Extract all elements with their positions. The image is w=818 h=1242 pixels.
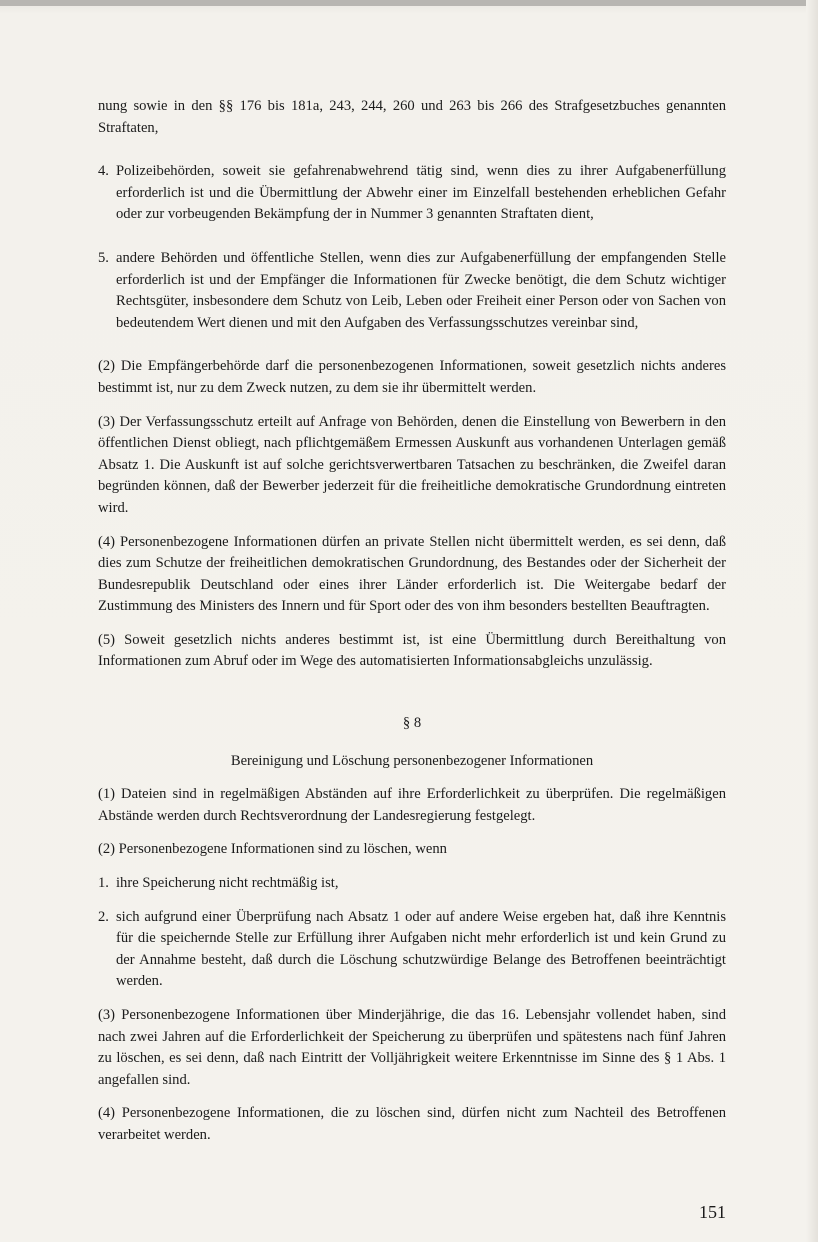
page-body bbox=[98, 96, 726, 1159]
paragraph-2: (2) Die Empfängerbehörde darf die personenbezogenen Informationen, soweit gesetzlich nichts anderes bestimmt ist, nur zu dem Zweck nutzen, zu dem sie ihr übermittelt werden. bbox=[98, 358, 726, 396]
scan-right-edge bbox=[806, 0, 818, 1242]
section-list-item-2 bbox=[98, 907, 726, 993]
section-sign: § 8 bbox=[402, 715, 422, 732]
list-item-5 bbox=[98, 248, 726, 334]
section-paragraph-4: (4) Personenbezogene Informationen, die zu löschen sind, dürfen nicht zum Nachteil des Betroffenen verarbeitet werden. bbox=[98, 1105, 726, 1143]
list-text: Polizeibehörden, soweit sie gefahrenabwehrend tätig sind, wenn dies zu ihrer Aufgabenerfüllung erforderlich ist und die Übermittlung der Abwehr einer im Einzelfall bestehenden erheblichen Gefahr oder zur vorbeugenden Bekämpfung der in Nummer 3 genannten Straftaten dient, bbox=[116, 163, 726, 223]
paragraph-5: (5) Soweit gesetzlich nichts anderes bestimmt ist, ist eine Übermittlung durch Bereithaltung von Informationen zum Abruf oder im Wege des automatisierten Informationsabgleichs unzulässig. bbox=[98, 631, 726, 670]
list-item-4 bbox=[98, 161, 726, 226]
page-number: 151 bbox=[699, 1202, 726, 1222]
paragraph-4: (4) Personenbezogene Informationen dürfen an private Stellen nicht übermittelt werden, es sei denn, daß dies zum Schutze der freiheitlichen demokratischen Grundordnung, des Bestandes oder der Sicherheit der Bundesrepublik Deutschland oder eines ihrer Länder erforderlich ist. Die Weitergabe bedarf der Zustimmung des Ministers des Innern und für Sport oder des von ihm besonders bestellten Beauftragten. bbox=[98, 533, 726, 615]
list-number: 4. bbox=[98, 163, 109, 180]
list-text: andere Behörden und öffentliche Stellen, wenn dies zur Aufgabenerfüllung der empfangenden Stelle erforderlich ist und der Empfänger die Informationen für Zwecke benötigt, die dem Schutz wichtiger Rechtsgüter, insbesondere dem Schutz von Leib, Leben oder Freiheit einer Person oder von Sachen von bedeutendem Wert dienen und mit den Aufgaben des Verfassungsschutzes vereinbar sind, bbox=[116, 249, 726, 331]
section-paragraph-2: (2) Personenbezogene Informationen sind zu löschen, wenn bbox=[98, 841, 447, 858]
list-number: 5. bbox=[98, 249, 109, 266]
list-text: ihre Speicherung nicht rechtmäßig ist, bbox=[116, 875, 339, 892]
list-number: 1. bbox=[98, 875, 109, 892]
section-paragraph-1: (1) Dateien sind in regelmäßigen Abständen auf ihre Erforderlichkeit zu überprüfen. Die regelmäßigen Abstände werden durch Rechtsverordnung der Landesregierung festgelegt. bbox=[98, 786, 726, 824]
section-title: Bereinigung und Löschung personenbezogener Informationen bbox=[230, 752, 594, 769]
scan-top-edge bbox=[0, 0, 818, 6]
list-text: sich aufgrund einer Überprüfung nach Absatz 1 oder auf andere Weise ergeben hat, daß ihre Kenntnis für die speichernde Stelle zur Erfüllung ihrer Aufgaben nicht mehr erforderlich ist und kein Grund zu der Annahme besteht, daß durch die Löschung schutzwürdige Belange des Betroffenen beeinträchtigt werden. bbox=[116, 908, 726, 990]
section-list-item-1 bbox=[98, 873, 726, 895]
list-number: 2. bbox=[98, 908, 109, 925]
paragraph-3: (3) Der Verfassungsschutz erteilt auf Anfrage von Behörden, denen die Einstellung von Bewerbern in den öffentlichen Dienst obliegt, nach pflichtgemäßem Ermessen Auskunft aus vorhandenen Unterlagen gemäß Absatz 1. Die Auskunft ist auf solche gerichtsverwertbaren Tatsachen zu beschränken, die Zweifel daran begründen können, daß der Bewerber jederzeit für die freiheitliche demokratische Grundordnung eintreten wird. bbox=[98, 413, 726, 516]
continuation-text: nung sowie in den §§ 176 bis 181a, 243, 244, 260 und 263 bis 266 des Strafgesetzbuches genannten Straftaten, bbox=[98, 98, 726, 136]
section-paragraph-3: (3) Personenbezogene Informationen über Minderjährige, die das 16. Lebensjahr vollendet haben, sind nach zwei Jahren auf die Erforderlichkeit der Speicherung zu überprüfen und spätestens nach fünf Jahren zu löschen, es sei denn, daß nach Eintritt der Volljährigkeit weitere Erkenntnisse im Sinne des § 1 Abs. 1 angefallen sind. bbox=[98, 1007, 726, 1088]
